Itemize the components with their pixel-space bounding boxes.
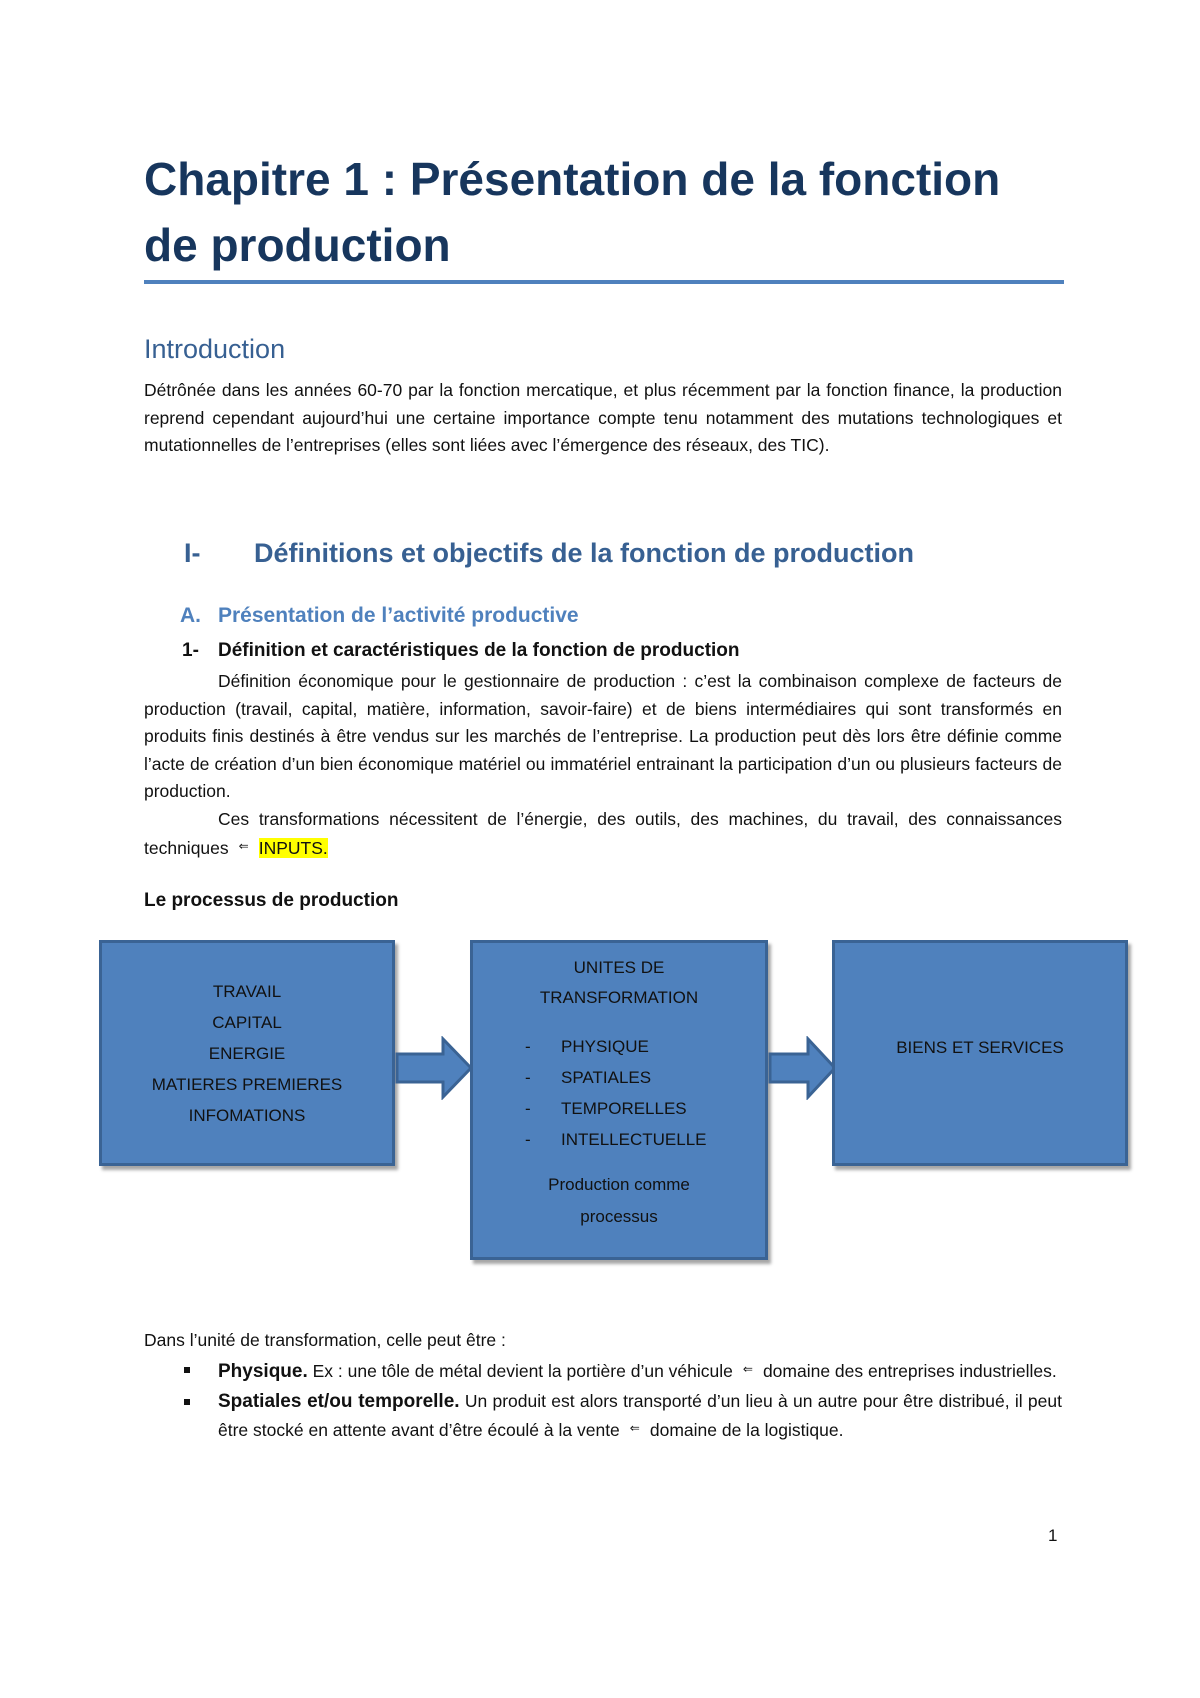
introduction-paragraph: Détrônée dans les années 60-70 par la fonction mercatique, et plus récemment par la fonction finance, la production reprend cependant aujourd’hui une certaine importance compte tenu notamment des mutations technologiques et mutationnelles de l’entreprises (elles sont liées avec l’émergence des réseaux, des TIC). — [144, 380, 1062, 455]
inputs-item: ENERGIE — [208, 1043, 286, 1063]
bullet-bold: Spatiales et/ou temporelle. — [218, 1390, 460, 1412]
list-item — [144, 1388, 1062, 1445]
bullet-text: Un produit est alors transporté d’un lieu à un autre pour être distribué, il peut être stocké en attente avant d’être écoulé à la vente — [218, 1390, 1062, 1440]
process-heading: Le processus de production — [144, 890, 399, 911]
bullet-bold: Physique. — [218, 1361, 308, 1382]
inputs-item: MATIERES PREMIERES — [151, 1074, 343, 1094]
bullet-tail: domaine des entreprises industrielles. — [762, 1361, 1057, 1381]
transformation-intro: Dans l’unité de transformation, celle peut être : — [144, 1330, 506, 1350]
bullet-square-icon — [184, 1367, 190, 1373]
definition-text: Définition économique pour le gestionnaire de production : c’est la combinaison complexe de facteurs de production (travail, capital, matière, information, savoir-faire) et de biens intermédiaires qui sont transformés en produits finis destinés à être vendus sur les marchés de l’entreprise. La production peut dès lors être définie comme l’acte de création d’un bien économique matériel ou immatériel entrainant la participation d’un ou plusieurs facteurs de production. — [144, 671, 1062, 801]
right-arrow-icon — [768, 1036, 838, 1100]
right-arrow-icon — [395, 1036, 475, 1100]
list-item: - PHYSIQUE — [525, 1031, 765, 1062]
inputs-item: INFOMATIONS — [188, 1105, 306, 1125]
inputs-item: CAPITAL — [212, 1012, 282, 1032]
left-arrow-icon: ⇐ — [629, 1421, 640, 1435]
left-arrow-icon: ⇐ — [238, 839, 249, 853]
introduction-heading: Introduction — [144, 334, 286, 364]
outputs-label: BIENS ET SERVICES — [896, 1038, 1064, 1057]
subsection-number: A. — [180, 604, 201, 627]
bullet-list — [144, 1356, 1062, 1447]
subsection-title: Présentation de l’activité productive — [218, 604, 579, 627]
inputs-item: TRAVAIL — [212, 981, 282, 1001]
bullet-square-icon — [184, 1399, 190, 1405]
chapter-title: Chapitre 1 : Présentation de la fonction de production — [144, 153, 1001, 271]
definition-paragraph — [144, 668, 1062, 863]
page-number: 1 — [1048, 1526, 1058, 1545]
subsection-heading — [180, 604, 579, 628]
list-item: - TEMPORELLES — [525, 1093, 765, 1124]
transformation-box — [470, 940, 768, 1260]
list-item — [144, 1356, 1062, 1386]
transformation-footer-line1: Production comme — [548, 1175, 690, 1194]
list-item: - SPATIALES — [525, 1062, 765, 1093]
outputs-box — [832, 940, 1128, 1166]
list-item: - INTELLECTUELLE — [525, 1124, 765, 1155]
bullet-text: Ex : une tôle de métal devient la portière d’un véhicule — [307, 1361, 733, 1381]
inputs-highlight: INPUTS. — [258, 838, 328, 858]
transformation-title-line2: TRANSFORMATION — [539, 988, 699, 1007]
inputs-box — [99, 940, 395, 1166]
left-arrow-icon: ⇐ — [742, 1362, 753, 1376]
title-underline — [144, 280, 1064, 284]
bullet-tail: domaine de la logistique. — [649, 1420, 844, 1440]
section-heading — [184, 538, 914, 569]
transformation-title-line1: UNITES DE — [573, 958, 665, 977]
section-title: Définitions et objectifs de la fonction de production — [254, 538, 915, 568]
transformation-footer-line2: processus — [580, 1207, 658, 1226]
transformation-list — [473, 1031, 765, 1155]
subsubsection-number: 1- — [182, 640, 199, 661]
subsubsection-title: Définition et caractéristiques de la fonction de production — [218, 640, 740, 661]
subsubsection-heading — [182, 640, 740, 662]
section-number: I- — [184, 538, 201, 568]
transform-text: Ces transformations nécessitent de l’énergie, des outils, des machines, du travail, des connaissances techniques — [144, 808, 1062, 858]
